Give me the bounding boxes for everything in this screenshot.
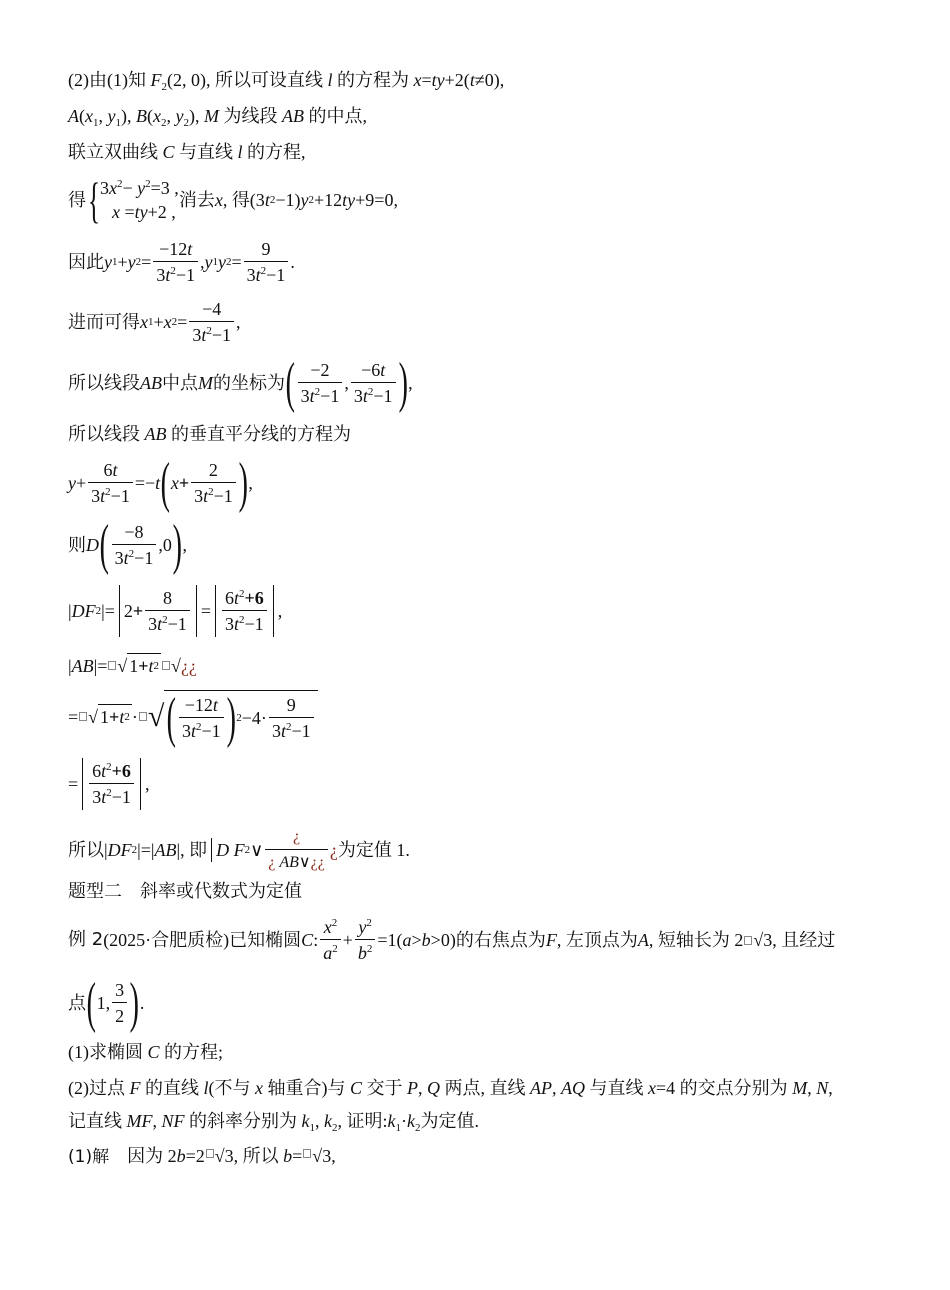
- missing-glyph-icon: [139, 712, 147, 721]
- fraction: $\frac{6t}{3t^2-1}$: [88, 459, 133, 507]
- example-2-line-2: 点 ( 1 , 3 2 ) .: [68, 972, 145, 1034]
- solution-line-12: | AB | = √ 1 + t 2 √ ¿¿: [68, 653, 197, 678]
- fraction: 9 $3t^2-1$: [269, 694, 314, 742]
- example-2-line-1: 例 2 (2025·合肥质检)已知椭圆 C : $x^2$ $a^2$ + $\frac{y^2}{b^2}$ =1( a > b >0)的右焦点为 F , 左顶点为 A , 短轴长为 2 √ 3 , 且经过: [68, 917, 836, 963]
- fraction: $6t^2+6$ $3t^2-1$: [222, 587, 267, 635]
- solution-line-2: $A(x_1$, $y_1$), $B(x_2$, $y_2$), M 为线段 AB 的中点,: [68, 106, 367, 129]
- solution-line-6: 进而可得 x 1 + x 2 = $\frac{-4}{3t^2-1}$ ,: [68, 299, 241, 345]
- missing-glyph-icon: [162, 661, 170, 670]
- solution-line-9: y + $\frac{6t}{3t^2-1}$ =− t ( x + $\frac{2}{3t^2-1}$ ) ,: [68, 452, 253, 514]
- missing-glyph-icon: [206, 1149, 214, 1158]
- equation-system: $3x^2- y^2=3$ , x =ty+2 ,: [100, 178, 179, 222]
- fraction: −6t $3t^2-1$: [351, 359, 396, 407]
- fraction: −2 $3t^2-1$: [298, 359, 343, 407]
- solution-part-1: (1)解 因为 2b=2 √3, 所以 b= √3,: [68, 1146, 336, 1167]
- left-brace: {: [88, 172, 100, 228]
- fraction: ¿ ¿ AB∨¿¿: [265, 826, 328, 874]
- fraction: $\frac{y^2}{b^2}$: [355, 916, 376, 964]
- solution-line-11: | DF 2 | = 2 + $\frac{8}{3t^2-1}$ = $6t^2+6$ $3t^2-1$ ,: [68, 585, 282, 637]
- solution-line-1: (2)由(1)知 $F_2(2$, 0), 所以可设直线 l 的方程为 x=ty+2(t≠0),: [68, 70, 505, 93]
- fraction: $\frac{8}{3t^2-1}$: [145, 587, 190, 635]
- solution-line-3: 联立双曲线 C 与直线 l 的方程,: [68, 142, 306, 162]
- fraction: 3 2: [112, 979, 127, 1027]
- solution-line-4-system: 得 { $3x^2- y^2=3$ , x =ty+2 , 消去 x , 得(3 t 2 −1) y 2 +12 ty +9=0,: [68, 172, 398, 228]
- question-1: (1)求椭圆 C 的方程;: [68, 1042, 224, 1062]
- fraction: $\frac{2}{3t^2-1}$: [191, 459, 236, 507]
- solution-line-14: = $6t^2+6$ $3t^2-1$ ,: [68, 758, 149, 810]
- question-2-line-2: 记直线 MF, NF 的斜率分别为 $k_1$, $k_2$, 证明$:k_1\cdot k_2$为定值.: [68, 1111, 480, 1134]
- missing-glyph-icon: [79, 712, 87, 721]
- solution-line-8: 所以线段 AB 的垂直平分线的方程为: [68, 424, 351, 444]
- solution-line-13: = √ 1 + t 2 · √ ( −12t $3t^2-1$ ) 2 −4· 9 $3t^2-1$: [68, 690, 318, 743]
- fraction: $\frac{-4}{3t^2-1}$: [189, 298, 234, 346]
- fraction: $6t^2+6$ $3t^2-1$: [89, 760, 134, 808]
- section-heading: 题型二 斜率或代数式为定值: [68, 881, 302, 902]
- solution-line-10: 则 D ( −8 $3t^2-1$ , 0 ) ,: [68, 514, 187, 576]
- missing-glyph-icon: [108, 661, 116, 670]
- solution-line-7: 所以线段 AB 中点 M 的坐标为 ( −2 $3t^2-1$ , −6t $3t^2-1$ ) ,: [68, 352, 413, 414]
- fraction: $x^2$ $a^2$: [320, 916, 341, 964]
- missing-glyph-icon: [303, 1149, 311, 1158]
- question-2-line-1: (2)过点 F 的直线 l(不与 x 轴重合)与 C 交于 P, Q 两点, 直线 AP, AQ 与直线 x=4 的交点分别为 M, N,: [68, 1078, 833, 1098]
- fraction: −12t $3t^2-1$: [179, 694, 224, 742]
- fraction: $\frac{9}{3t^2-1}$: [244, 238, 289, 286]
- solution-line-5: 因此 y 1 + y 2 = $\frac{-12t}{3t^2-1}$ , y 1 y 2 = $\frac{9}{3t^2-1}$ .: [68, 239, 295, 285]
- fraction: $\frac{-12t}{3t^2-1}$: [153, 238, 198, 286]
- fraction: −8 $3t^2-1$: [112, 521, 157, 569]
- missing-glyph-icon: [744, 936, 752, 945]
- solution-line-15: 所以| DF 2 |=| AB |, 即 D F 2 ∨ ¿ ¿ AB∨¿¿ ¿ 为定值 1.: [68, 826, 410, 874]
